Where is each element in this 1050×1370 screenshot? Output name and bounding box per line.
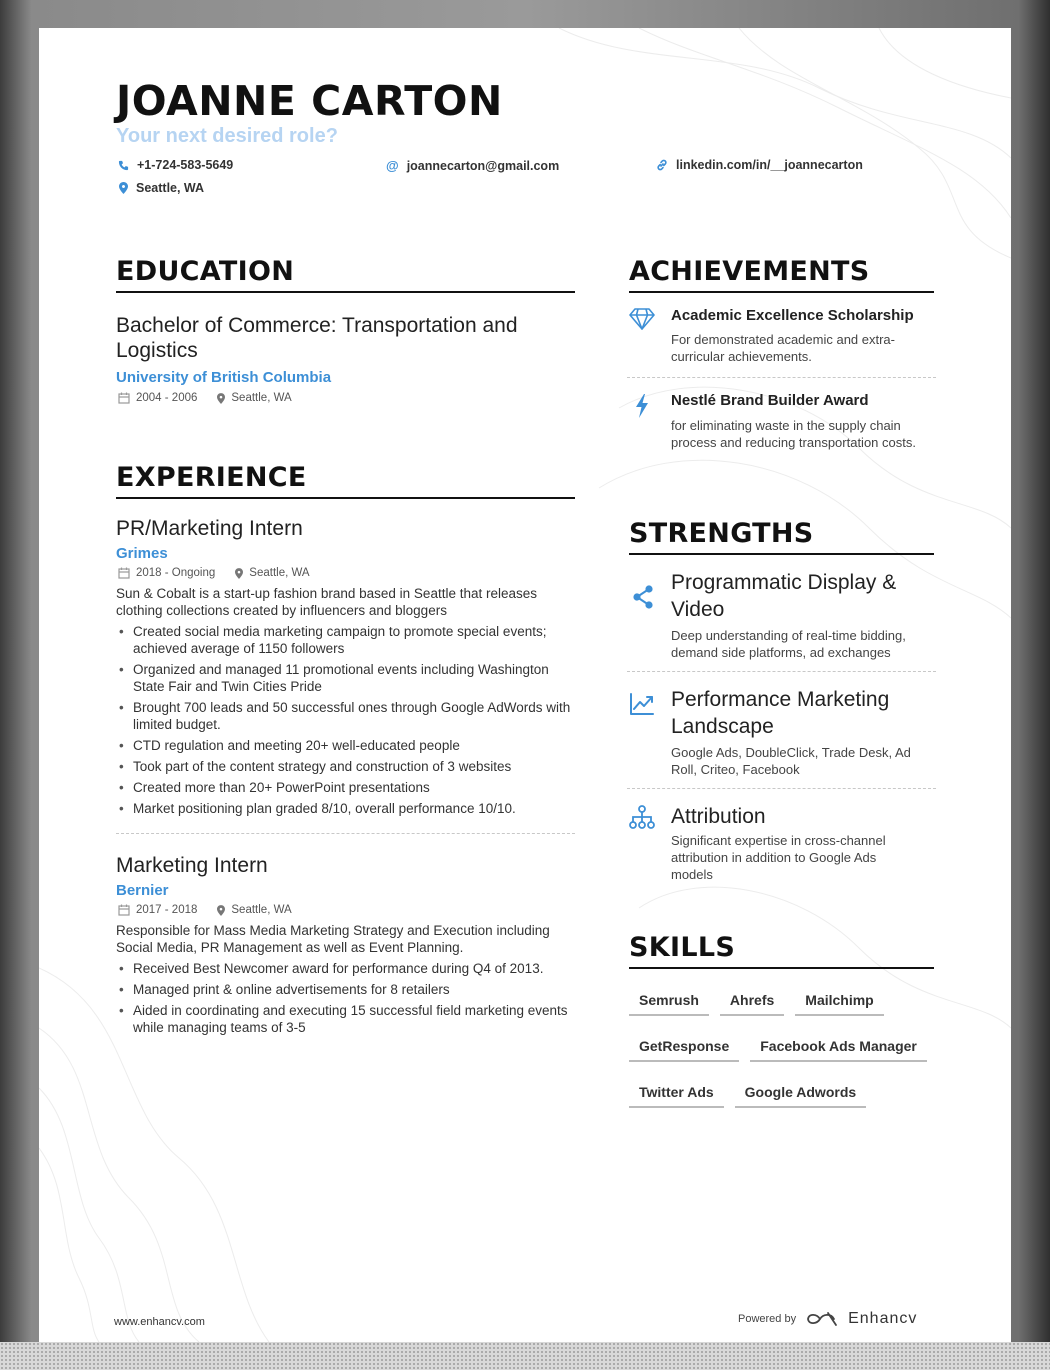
strength-title: Performance Marketing Landscape <box>671 688 890 738</box>
job-bullet: • CTD regulation and meeting 20+ well-educated people <box>116 737 575 754</box>
skill-tag[interactable]: Twitter Ads <box>629 1084 724 1108</box>
skill-tag[interactable]: Mailchimp <box>795 992 883 1016</box>
linkedin-text: linkedin.com/in/__joannecarton <box>676 158 863 172</box>
job-bullets <box>116 960 575 1036</box>
education-dates-text: 2004 - 2006 <box>136 392 198 404</box>
strength-description: Significant expertise in cross-channel attribution in addition to Google Ads models <box>671 833 886 882</box>
achievement-title: Academic Excellence Scholarship <box>671 307 914 324</box>
degree-title: Bachelor of Commerce: Transportation and Logistics <box>116 314 518 362</box>
email-text: joannecarton@gmail.com <box>406 158 560 173</box>
job-bullet: • Created social media marketing campaign to promote special events; achieved average of 1150 followers <box>116 623 575 657</box>
job-location <box>235 567 309 579</box>
job-description: Responsible for Mass Media Marketing Strategy and Execution including Social Media, PR Management as well as Event Planning. <box>116 923 550 955</box>
contact-linkedin[interactable] <box>656 158 863 172</box>
diamond-icon <box>629 308 655 330</box>
education-dates <box>118 392 197 404</box>
job-title: PR/Marketing Intern <box>116 517 303 540</box>
job-meta <box>116 567 575 579</box>
job-bullet: • Took part of the content strategy and construction of 3 websites <box>116 758 575 775</box>
strengths-heading: STRENGTHS <box>629 518 934 555</box>
achievement-item <box>629 307 934 365</box>
bottom-strip <box>0 1342 1050 1370</box>
skill-tag[interactable]: Ahrefs <box>720 992 784 1016</box>
education-section <box>116 256 575 404</box>
achievement-description: For demonstrated academic and extra-curricular achievements. <box>671 332 895 364</box>
desired-role[interactable]: Your next desired role? <box>116 125 338 147</box>
skills-list <box>629 992 939 1108</box>
job-location <box>217 904 291 916</box>
job-dates <box>118 567 215 579</box>
enhancv-logo-icon <box>806 1311 838 1327</box>
line-chart-icon <box>629 692 655 716</box>
education-meta <box>116 392 575 404</box>
strength-item <box>629 803 934 883</box>
strength-title: Attribution <box>671 805 766 828</box>
location-pin-icon <box>217 905 225 916</box>
achievements-heading: ACHIEVEMENTS <box>629 256 934 293</box>
calendar-icon <box>118 904 130 916</box>
company-name[interactable]: Bernier <box>116 882 169 899</box>
job-location-text: Seattle, WA <box>249 567 310 579</box>
skill-tag[interactable]: Google Adwords <box>735 1084 866 1108</box>
candidate-name: JOANNE CARTON <box>116 77 503 125</box>
job-location-text: Seattle, WA <box>231 904 292 916</box>
job-entry <box>116 854 575 1036</box>
location-pin-icon <box>235 568 243 579</box>
phone-text: +1-724-583-5649 <box>137 158 234 172</box>
strength-description: Deep understanding of real-time bidding, demand side platforms, ad exchanges <box>671 628 906 660</box>
strengths-section <box>629 518 934 883</box>
education-heading: EDUCATION <box>116 256 575 293</box>
achievement-title: Nestlé Brand Builder Award <box>671 392 869 409</box>
calendar-icon <box>118 567 130 579</box>
job-bullet: • Organized and managed 11 promotional events including Washington State Fair and Twin Cities Pride <box>116 661 575 695</box>
contact-email[interactable] <box>386 158 559 173</box>
at-icon: @ <box>386 158 399 173</box>
divider <box>116 833 575 834</box>
resume-page <box>39 28 1011 1342</box>
skills-section <box>629 932 934 1108</box>
achievements-section <box>629 256 934 451</box>
achievement-item <box>629 392 934 451</box>
job-bullet: • Market positioning plan graded 8/10, overall performance 10/10. <box>116 800 575 817</box>
share-icon <box>632 585 654 609</box>
achievement-description: for eliminating waste in the supply chain process and reducing transportation costs. <box>671 418 916 450</box>
link-icon <box>656 159 668 171</box>
job-bullet: • Managed print & online advertisements for 8 retailers <box>116 981 575 998</box>
experience-heading: EXPERIENCE <box>116 462 575 499</box>
contact-location <box>119 181 204 195</box>
school-name[interactable]: University of British Columbia <box>116 369 332 386</box>
strength-item <box>629 686 934 778</box>
skill-tag[interactable]: Semrush <box>629 992 709 1016</box>
footer-powered-by[interactable] <box>738 1310 917 1328</box>
education-location-text: Seattle, WA <box>231 392 292 404</box>
job-entry <box>116 517 575 817</box>
job-meta <box>116 904 575 916</box>
job-bullet: • Created more than 20+ PowerPoint presentations <box>116 779 575 796</box>
brand-name: Enhancv <box>848 1310 918 1327</box>
location-text: Seattle, WA <box>136 181 205 195</box>
phone-icon <box>118 160 129 171</box>
divider <box>627 671 936 672</box>
powered-by-text: Powered by <box>738 1313 797 1325</box>
hierarchy-icon <box>629 805 655 829</box>
divider <box>627 377 936 378</box>
contact-phone[interactable] <box>118 158 233 172</box>
strength-title: Programmatic Display & Video <box>671 571 897 621</box>
job-title: Marketing Intern <box>116 854 268 877</box>
skill-tag[interactable]: Facebook Ads Manager <box>750 1038 927 1062</box>
education-location <box>217 392 291 404</box>
company-name[interactable]: Grimes <box>116 545 168 562</box>
divider <box>627 788 936 789</box>
job-bullet: • Brought 700 leads and 50 successful ones through Google AdWords with limited budget. <box>116 699 575 733</box>
job-description: Sun & Cobalt is a start-up fashion brand based in Seattle that releases clothing collections created by influencers and bloggers <box>116 586 538 618</box>
location-pin-icon <box>217 393 225 404</box>
strength-item <box>629 569 934 661</box>
footer-website[interactable]: www.enhancv.com <box>114 1316 205 1328</box>
job-dates-text: 2018 - Ongoing <box>136 567 216 579</box>
strength-description: Google Ads, DoubleClick, Trade Desk, Ad Roll, Criteo, Facebook <box>671 745 911 777</box>
job-dates-text: 2017 - 2018 <box>136 904 198 916</box>
job-bullet: • Aided in coordinating and executing 15 successful field marketing events while managing teams of 3-5 <box>116 1002 575 1036</box>
lightning-icon <box>635 394 649 418</box>
skill-tag[interactable]: GetResponse <box>629 1038 739 1062</box>
experience-section <box>116 462 575 1040</box>
job-dates <box>118 904 197 916</box>
skills-heading: SKILLS <box>629 932 934 969</box>
job-bullet: • Received Best Newcomer award for performance during Q4 of 2013. <box>116 960 575 977</box>
location-pin-icon <box>119 182 128 194</box>
calendar-icon <box>118 392 130 404</box>
job-bullets <box>116 623 575 817</box>
